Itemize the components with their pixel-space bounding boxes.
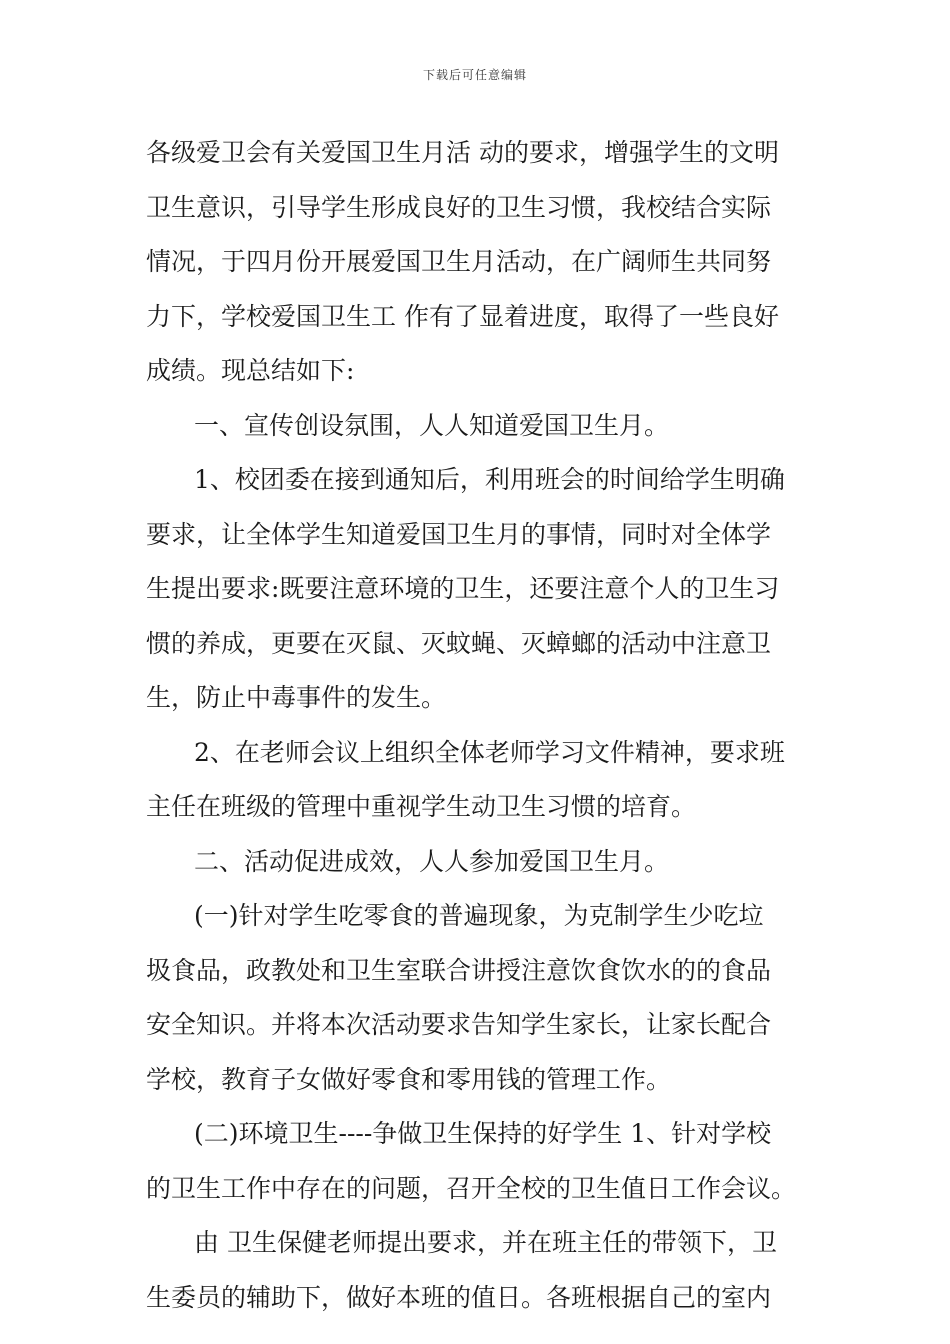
text-line: 的卫生工作中存在的问题，召开全校的卫生值日工作会议。 xyxy=(146,1173,797,1203)
text-line: 安全知识。并将本次活动要求告知学生家长，让家长配合 xyxy=(146,1010,772,1039)
text-line: (二)环境卫生----争做卫生保持的好学生 1、针对学校 xyxy=(194,1119,772,1148)
text-line: 二、活动促进成效，人人参加爱国卫生月。 xyxy=(194,846,670,876)
body-text xyxy=(146,126,810,1325)
text-line: 生委员的辅助下，做好本班的值日。各班根据自己的室内 xyxy=(146,1282,772,1312)
text-line: 一、宣传创设氛围，人人知道爱国卫生月。 xyxy=(194,410,670,440)
text-line: 卫生意识，引导学生形成良好的卫生习惯，我校结合实际 xyxy=(146,192,772,222)
text-line: 要求，让全体学生知道爱国卫生月的事情，同时对全体学 xyxy=(146,519,772,549)
text-line: 情况，于四月份开展爱国卫生月活动，在广阔师生共同努 xyxy=(146,247,772,276)
text-line: 力下，学校爱国卫生工 作有了显着进度，取得了一些良好 xyxy=(146,301,779,331)
text-line: 生，防止中毒事件的发生。 xyxy=(146,683,447,712)
text-line: 2、在老师会议上组织全体老师学习文件精神，要求班 xyxy=(194,737,785,767)
text-line: 学校，教育子女做好零食和零用钱的管理工作。 xyxy=(146,1064,672,1094)
text-line: (一)针对学生吃零食的普遍现象，为克制学生少吃垃 xyxy=(194,901,764,930)
text-line: 圾食品，政教处和卫生室联合讲授注意饮食饮水的的食品 xyxy=(146,955,772,985)
text-line: 成绩。现总结如下: xyxy=(146,356,355,385)
text-line: 惯的养成，更要在灭鼠、灭蚊蝇、灭蟑螂的活动中注意卫 xyxy=(146,628,772,658)
text-line: 主任在班级的管理中重视学生动卫生习惯的培育。 xyxy=(146,792,697,821)
text-line: 由 卫生保健老师提出要求，并在班主任的带领下，卫 xyxy=(194,1228,777,1257)
text-line: 生提出要求:既要注意环境的卫生，还要注意个人的卫生习 xyxy=(146,574,780,603)
text-line: 1、校团委在接到通知后，利用班会的时间给学生明确 xyxy=(194,465,785,494)
text-line: 各级爱卫会有关爱国卫生月活 动的要求，增强学生的文明 xyxy=(146,138,779,167)
header-note: 下载后可任意编辑 xyxy=(422,68,527,82)
